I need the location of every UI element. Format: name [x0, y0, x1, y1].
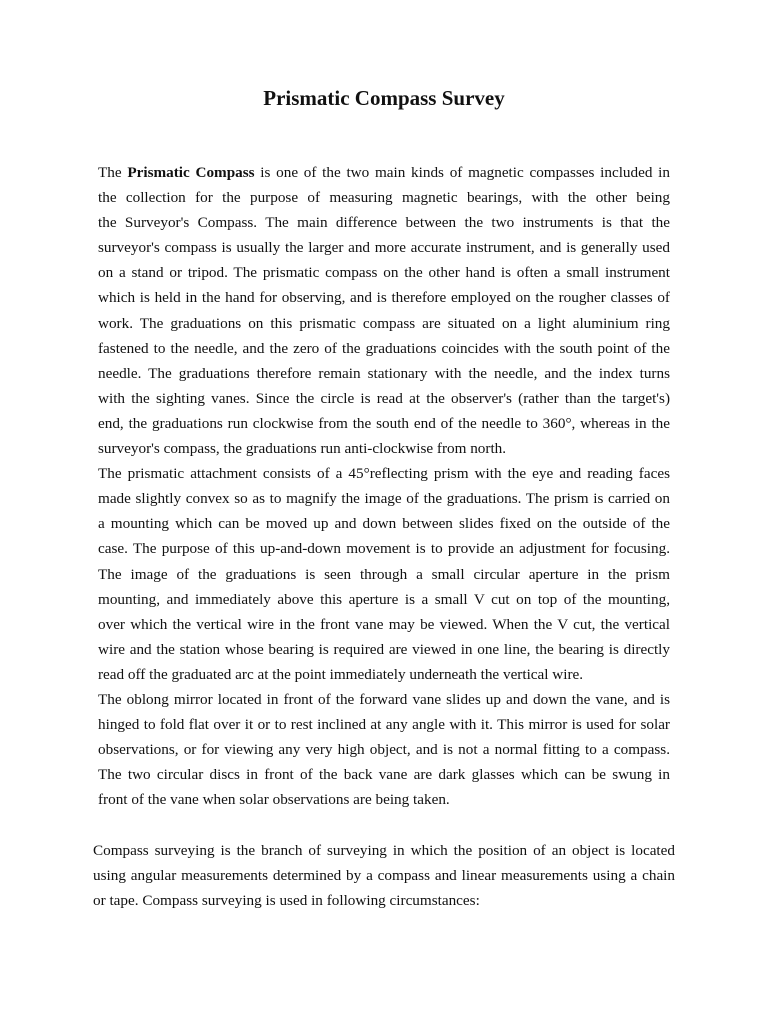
- text-line: over which the vertical wire in the front vane may be viewed. When the V cut, the vertical: [98, 615, 670, 633]
- text-run: The: [98, 164, 128, 181]
- text-line: The prismatic attachment consists of a 45°reflecting prism with the eye and reading faces: [98, 465, 670, 483]
- text-line: which is held in the hand for observing, and is therefore employed on the rougher classes of: [98, 289, 670, 307]
- text-line: The two circular discs in front of the back vane are dark glasses which can be swung in: [98, 766, 670, 784]
- body-section-prismatic-compass: [98, 160, 670, 812]
- text-line: case. The purpose of this up-and-down movement is to provide an adjustment for focusing.: [98, 540, 670, 558]
- text-line: on a stand or tripod. The prismatic compass on the other hand is often a small instrument: [98, 264, 670, 282]
- text-line: [98, 160, 670, 185]
- text-line: made slightly convex so as to magnify the image of the graduations. The prism is carried on: [98, 490, 670, 508]
- text-run: is one of the two main kinds of magnetic compasses included in: [254, 164, 670, 181]
- text-line: work. The graduations on this prismatic compass are situated on a light aluminium ring: [98, 314, 670, 332]
- text-line: needle. The graduations therefore remain stationary with the needle, and the index turns: [98, 364, 670, 382]
- text-line: surveyor's compass is usually the larger and more accurate instrument, and is generally used: [98, 239, 670, 257]
- text-line: observations, or for viewing any very high object, and is not a normal fitting to a compass.: [98, 741, 670, 759]
- text-line: the Surveyor's Compass. The main difference between the two instruments is that the: [98, 214, 670, 232]
- text-line: surveyor's compass, the graduations run anti-clockwise from north.: [98, 440, 507, 458]
- text-line: end, the graduations run clockwise from the south end of the needle to 360°, whereas in the: [98, 414, 670, 432]
- text-line: wire and the station whose bearing is required are viewed in one line, the bearing is directly: [98, 640, 670, 658]
- text-line: mounting, and immediately above this aperture is a small V cut on top of the mounting,: [98, 590, 670, 608]
- text-line: a mounting which can be moved up and down between slides fixed on the outside of the: [98, 515, 670, 533]
- text-line: fastened to the needle, and the zero of the graduations coincides with the south point of the: [98, 339, 670, 357]
- text-line: front of the vane when solar observations are being taken.: [98, 791, 450, 809]
- body-section-compass-surveying: [93, 838, 675, 913]
- text-line: or tape. Compass surveying is used in following circumstances:: [93, 892, 480, 910]
- text-line: The image of the graduations is seen through a small circular aperture in the prism: [98, 565, 670, 583]
- text-line: The oblong mirror located in front of the forward vane slides up and down the vane, and is: [98, 690, 670, 708]
- text-line: using angular measurements determined by a compass and linear measurements using a chain: [93, 867, 675, 885]
- bold-term: Prismatic Compass: [127, 164, 255, 181]
- text-line: the collection for the purpose of measuring magnetic bearings, with the other being: [98, 189, 670, 207]
- text-line: hinged to fold flat over it or to rest inclined at any angle with it. This mirror is used for solar: [98, 716, 670, 734]
- text-line: Compass surveying is the branch of surveying in which the position of an object is located: [93, 842, 675, 859]
- text-line: with the sighting vanes. Since the circle is read at the observer's (rather than the target's): [98, 389, 670, 407]
- page-title: Prismatic Compass Survey: [263, 86, 505, 110]
- text-line: read off the graduated arc at the point immediately underneath the vertical wire.: [98, 665, 584, 683]
